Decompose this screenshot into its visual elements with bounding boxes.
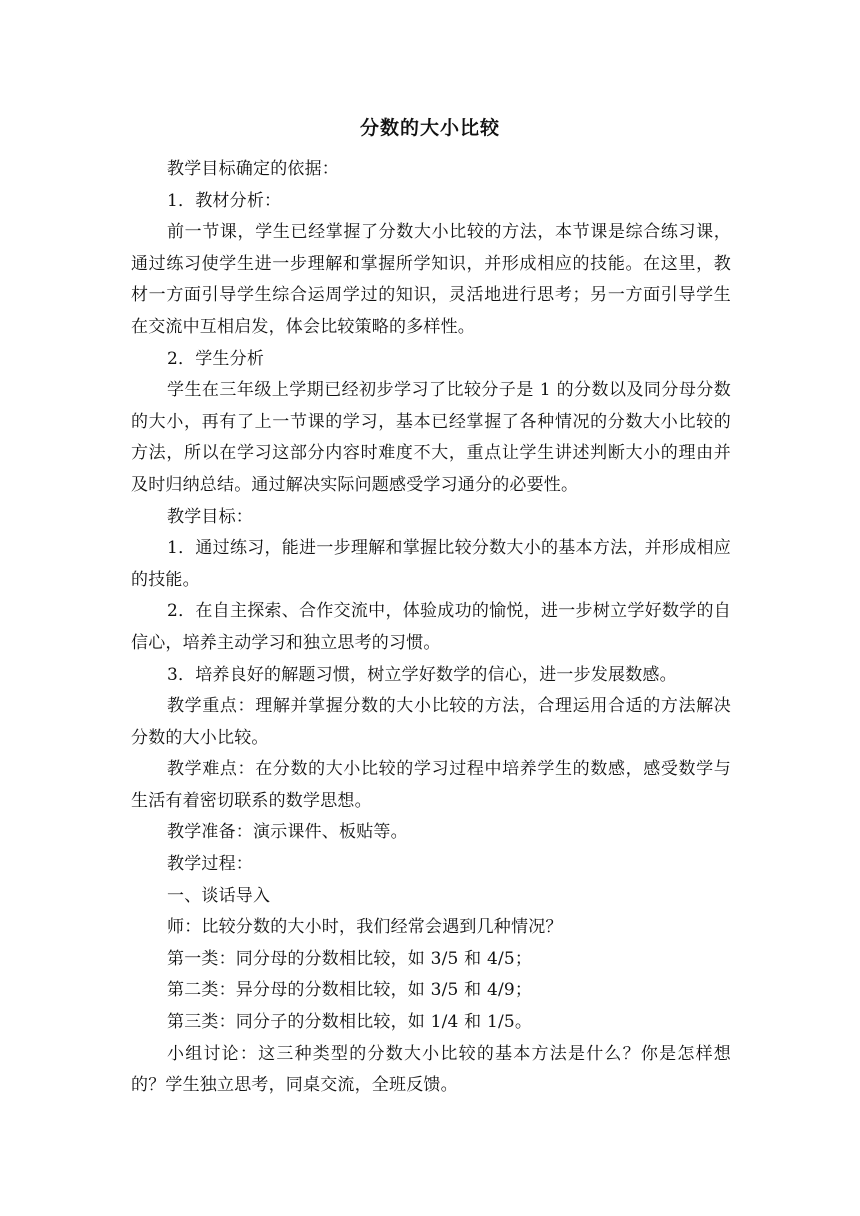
paragraph-process-heading: 教学过程： [167, 854, 253, 875]
paragraph-objective-1: 1．通过练习，能进一步理解和掌握比较分数大小的基本方法，并形成相应的技能。 [131, 538, 731, 590]
paragraph-case-2: 第二类：异分母的分数相比较，如 3/5 和 4/9； [167, 980, 533, 1001]
paragraph-group-discussion: 小组讨论：这三种类型的分数大小比较的基本方法是什么？你是怎样想的？学生独立思考，同桌交流，全班反馈。 [131, 1043, 731, 1096]
paragraph-textbook-analysis: 前一节课，学生已经掌握了分数大小比较的方法，本节课是综合练习课，通过练习使学生进一步理解和掌握所学知识，并形成相应的技能。在这里，教材一方面引导学生综合运周学过的知识，灵活地进行思考；另一方面引导学生在交流中互相启发，体会比较策略的多样性。 [131, 222, 731, 337]
document-title: 分数的大小比较 [359, 117, 500, 139]
paragraph-teacher-question: 师：比较分数的大小时，我们经常会遇到几种情况？ [167, 917, 563, 938]
paragraph-objectives-heading: 教学目标： [167, 506, 253, 527]
paragraph-preparation: 教学准备：演示课件、板贴等。 [167, 822, 408, 843]
paragraph-section-intro-heading: 一、谈话导入 [167, 885, 271, 906]
paragraph-case-1: 第一类：同分母的分数相比较，如 3/5 和 4/5； [167, 948, 533, 969]
paragraph-basis-heading: 教学目标确定的依据： [167, 159, 339, 179]
paragraph-objective-3: 3．培养良好的解题习惯，树立学好数学的信心，进一步发展数感。 [167, 664, 677, 685]
paragraph-key-point: 教学重点：理解并掌握分数的大小比较的方法，合理运用合适的方法解决分数的大小比较。 [131, 696, 731, 748]
document-body [131, 154, 731, 1102]
paragraph-difficulty: 教学难点：在分数的大小比较的学习过程中培养学生的数感，感受数学与生活有着密切联系的数学思想。 [131, 759, 731, 811]
paragraph-textbook-analysis-heading: 1．教材分析： [167, 190, 282, 211]
paragraph-case-3: 第三类：同分子的分数相比较，如 1/4 和 1/5。 [167, 1012, 533, 1033]
paragraph-student-analysis: 学生在三年级上学期已经初步学习了比较分子是 1 的分数以及同分母分数的大小，再有了上一节课的学习，基本已经掌握了各种情况的分数大小比较的方法，所以在学习这部分内容时难度不大，重点让学生讲述判断大小的理由并及时归纳总结。通过解决实际问题感受学习通分的必要性。 [131, 380, 731, 495]
paragraph-student-analysis-heading: 2．学生分析 [167, 348, 265, 369]
paragraph-objective-2: 2．在自主探索、合作交流中，体验成功的愉悦，进一步树立学好数学的自信心，培养主动学习和独立思考的习惯。 [131, 601, 731, 653]
